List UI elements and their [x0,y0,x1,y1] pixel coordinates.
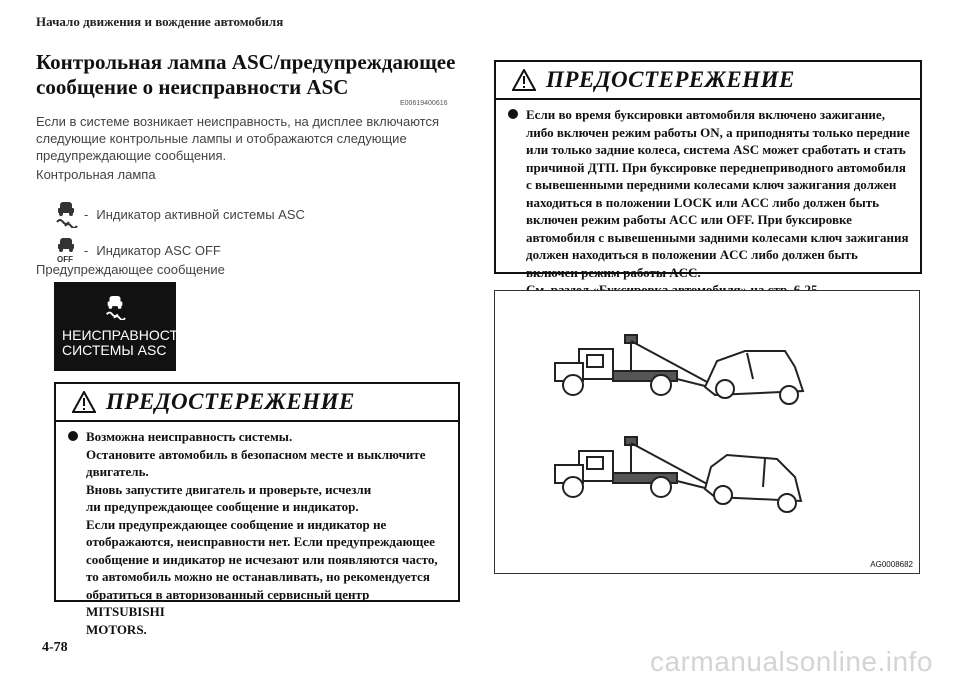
watermark: carmanualsonline.info [650,646,933,677]
page-number: 4-78 [42,640,68,655]
warning-title: ПРЕДОСТЕРЕЖЕНИЕ [106,389,355,414]
warning-line: MOTORS. [86,621,147,637]
warning-line: должен находиться в положении ACC либо должен быть [526,247,858,262]
tow-scene-rear-lifted [555,437,801,512]
lamp-label: Контрольная лампа [36,167,156,182]
warning-triangle-icon [512,69,536,91]
section-header: Начало движения и вождение автомобиля [36,14,284,29]
warning-message-label: Предупреждающее сообщение [36,262,225,277]
warning-title: ПРЕДОСТЕРЕЖЕНИЕ [546,67,795,92]
tow-scene-front-lifted [555,335,803,404]
bullet-icon [508,109,518,119]
warning-line: Остановите автомобиль в безопасном месте и выключите [86,446,426,462]
warning-line: Если во время буксировки автомобиля включено зажигание, [526,107,885,122]
asc-off-icon [54,236,78,264]
indicator-dash: - [84,206,89,222]
warning-line: Если предупреждающее сообщение и индикатор не [86,516,387,532]
warning-header [496,62,920,100]
display-line: НЕИСПРАВНОСТЬ [62,327,188,343]
warning-line: включен режим работы ACC. [526,264,701,280]
warning-box-towing [494,60,922,280]
indicator-row-asc-off [54,236,221,264]
intro-line: Если в системе возникает неисправность, на дисплее включаются [36,114,439,129]
illustration-code: AG0008682 [870,560,913,569]
intro-line: следующие контрольные лампы и отображаются следующие [36,131,407,146]
warning-line: обратиться в авторизованный сервисный центр MITSUBISHI [86,586,370,619]
asc-display-icon [104,294,126,320]
indicator-dash: - [84,242,89,258]
warning-body [496,100,920,299]
title-line: Контрольная лампа ASC/предупреждающее [36,50,456,74]
warning-line: Вновь запустите двигатель и проверьте, исчезли [86,481,372,497]
bullet-icon [68,431,78,441]
document-code: E00619400616 [400,100,448,107]
indicator-row-asc-active [54,200,305,228]
asc-active-icon [54,200,78,228]
intro-line: предупреждающие сообщения. [36,148,227,163]
warning-triangle-icon [72,391,96,413]
warning-line: с вывешенными передними колесами ключ зажигания должен [526,177,897,192]
warning-header [56,384,458,422]
warning-body [56,422,458,638]
warning-line: или только задние колеса, система ASC может сработать и стать [526,142,906,157]
warning-line: причиной ДТП. При буксировке переднеприводного автомобиля [526,159,906,175]
warning-text [508,106,912,299]
warning-line: автомобиля с вывешенными задними колесами ключ зажигания [526,229,909,245]
warning-line: двигатель. [86,464,149,479]
warning-text [68,428,448,638]
warning-line: сообщение и индикатор не исчезают или появляются часто, [86,551,438,567]
intro-paragraph [36,113,466,164]
warning-line: находиться в положении LOCK или ACC либо должен быть [526,194,880,210]
page-title [36,50,466,100]
warning-line: ли предупреждающее сообщение и индикатор. [86,499,359,514]
warning-line: то автомобиль можно не останавливать, но рекомендуется [86,569,430,584]
tow-truck-illustration [495,291,919,573]
warning-line: отображаются, неисправности нет. Если предупреждающее [86,534,435,549]
warning-line: Возможна неисправность системы. [86,429,293,444]
display-line: СИСТЕМЫ ASC [62,342,167,358]
warning-line: включен режим работы ACC или OFF. При буксировке [526,212,852,227]
indicator-label: Индикатор активной системы ASC [96,206,305,222]
display-message [62,328,187,358]
warning-line: либо включен режим работы ON, а приподняты только передние [526,124,910,140]
asc-warning-display [54,282,188,371]
towing-illustration [494,290,920,574]
title-line: сообщение о неисправности ASC [36,75,349,99]
warning-box-asc-malfunction [54,382,460,637]
indicator-label: Индикатор ASC OFF [96,242,221,258]
asc-off-icon-text: OFF [57,255,73,264]
